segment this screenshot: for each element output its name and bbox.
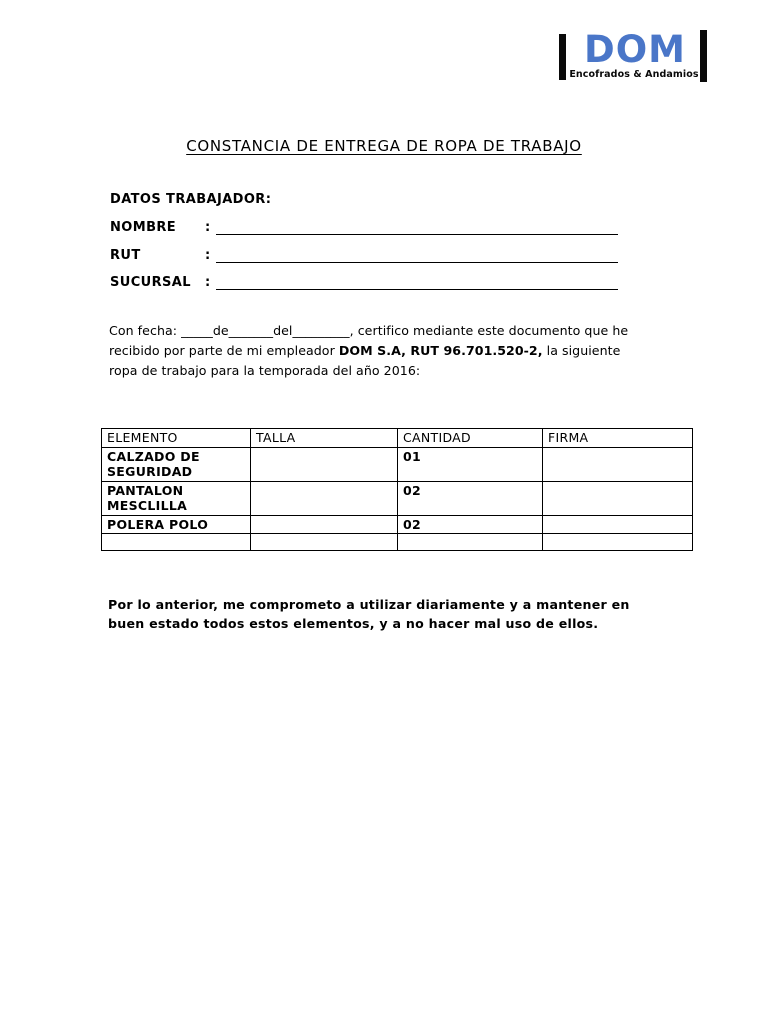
logo-left-bar-icon xyxy=(559,34,566,80)
logo-tagline: Encofrados & Andamios xyxy=(569,69,699,80)
table-row xyxy=(102,481,693,515)
table-row xyxy=(102,447,693,481)
commitment-paragraph: Por lo anterior, me comprometo a utilizar diariamente y a mantener en buen estado todos estos elementos, y a no hacer mal uso de ellos. xyxy=(108,597,630,631)
cell-talla[interactable] xyxy=(251,515,398,534)
field-colon-nombre: : xyxy=(205,220,211,235)
clothing-items-table xyxy=(101,428,693,551)
field-row-rut xyxy=(110,247,620,269)
cell-cantidad[interactable] xyxy=(398,534,543,551)
cell-firma[interactable] xyxy=(543,447,693,481)
logo-wordmark: DOM xyxy=(584,28,686,71)
cell-cantidad: 02 xyxy=(398,481,543,515)
field-label-sucursal: SUCURSAL xyxy=(110,275,191,290)
cell-elemento[interactable] xyxy=(102,534,251,551)
cell-talla[interactable] xyxy=(251,481,398,515)
certification-paragraph xyxy=(109,321,631,381)
field-input-rut[interactable] xyxy=(216,262,618,263)
field-label-nombre: NOMBRE xyxy=(110,220,177,235)
field-input-sucursal[interactable] xyxy=(216,289,618,290)
cell-talla[interactable] xyxy=(251,447,398,481)
cell-elemento: POLERA POLO xyxy=(102,515,251,534)
table-header-row xyxy=(102,429,693,448)
cell-firma[interactable] xyxy=(543,534,693,551)
company-logo xyxy=(557,28,709,86)
table-header-talla: TALLA xyxy=(251,429,398,448)
cell-cantidad: 01 xyxy=(398,447,543,481)
certification-lead-text: Con fecha: _____de_______del_________, certifico mediante este documento que he recibido por parte de mi empleador xyxy=(109,323,629,358)
cell-firma[interactable] xyxy=(543,515,693,534)
cell-elemento: PANTALON MESCLILLA xyxy=(102,481,251,515)
worker-data-heading: DATOS TRABAJADOR: xyxy=(110,192,272,207)
field-row-sucursal xyxy=(110,274,620,296)
field-label-rut: RUT xyxy=(110,248,141,263)
table-row xyxy=(102,534,693,551)
field-row-nombre xyxy=(110,219,620,241)
table-header-elemento: ELEMENTO xyxy=(102,429,251,448)
table-header-cantidad: CANTIDAD xyxy=(398,429,543,448)
field-input-nombre[interactable] xyxy=(216,234,618,235)
field-colon-rut: : xyxy=(205,248,211,263)
certification-tail-text: la siguiente ropa de trabajo para la temporada del año 2016: xyxy=(109,343,621,378)
employer-name-rut: DOM S.A, RUT 96.701.520-2, xyxy=(338,343,543,358)
table-header-firma: FIRMA xyxy=(543,429,693,448)
cell-cantidad: 02 xyxy=(398,515,543,534)
document-title: CONSTANCIA DE ENTREGA DE ROPA DE TRABAJO xyxy=(186,137,582,155)
table-row xyxy=(102,515,693,534)
cell-firma[interactable] xyxy=(543,481,693,515)
field-colon-sucursal: : xyxy=(205,275,211,290)
logo-right-bar-icon xyxy=(700,30,707,82)
cell-talla[interactable] xyxy=(251,534,398,551)
cell-elemento: CALZADO DE SEGURIDAD xyxy=(102,447,251,481)
